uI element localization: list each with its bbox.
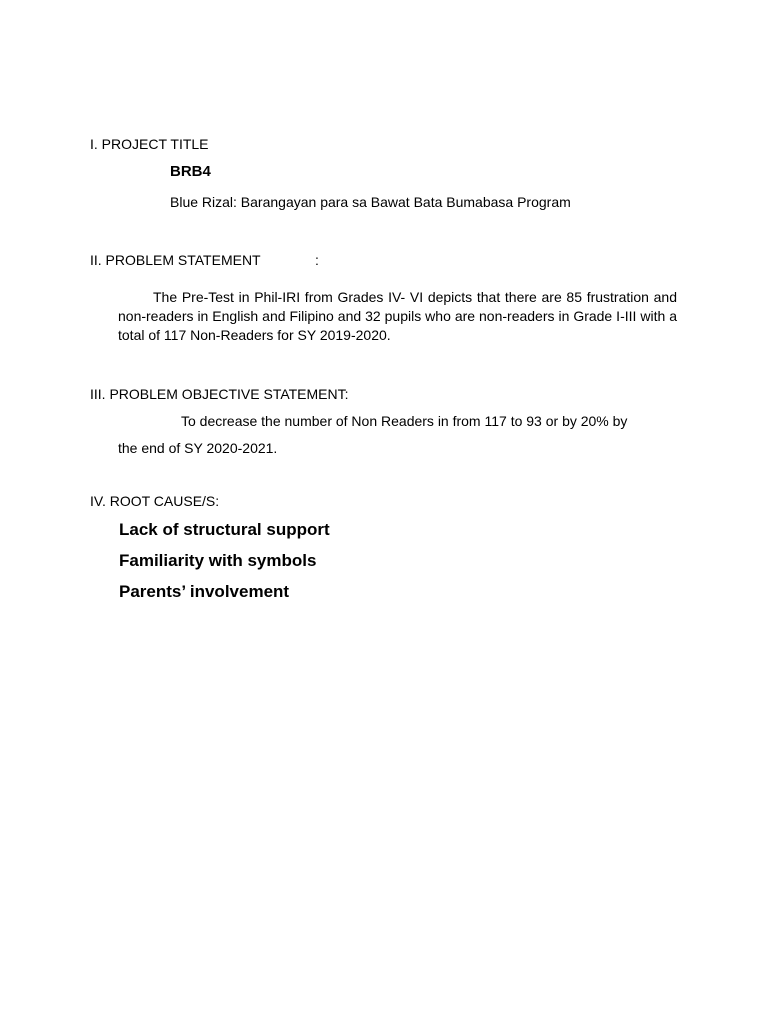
root-cause-item: Familiarity with symbols [119, 551, 317, 570]
section-2-colon: : [315, 252, 319, 268]
section-1-heading: I. PROJECT TITLE [90, 136, 209, 152]
section-4-heading: IV. ROOT CAUSE/S: [90, 493, 220, 509]
objective-line-1: To decrease the number of Non Readers in from 117 to 93 or by 20% by [181, 413, 628, 429]
root-cause-item: Parents’ involvement [119, 582, 290, 601]
section-3-heading: III. PROBLEM OBJECTIVE STATEMENT: [90, 386, 349, 402]
project-full-title: Blue Rizal: Barangayan para sa Bawat Bata Bumabasa Program [170, 194, 571, 210]
problem-statement-paragraph: The Pre-Test in Phil-IRI from Grades IV- VI depicts that there are 85 frustration and non-readers in English and Filipino and 32 pupils who are non-readers in Grade I-III with a total of 117 Non-Readers for SY 2019-2020. [118, 289, 677, 343]
root-cause-item: Lack of structural support [119, 520, 330, 539]
project-code: BRB4 [170, 163, 211, 180]
section-2-heading: II. PROBLEM STATEMENT [90, 252, 261, 268]
objective-line-2: the end of SY 2020-2021. [118, 440, 278, 456]
